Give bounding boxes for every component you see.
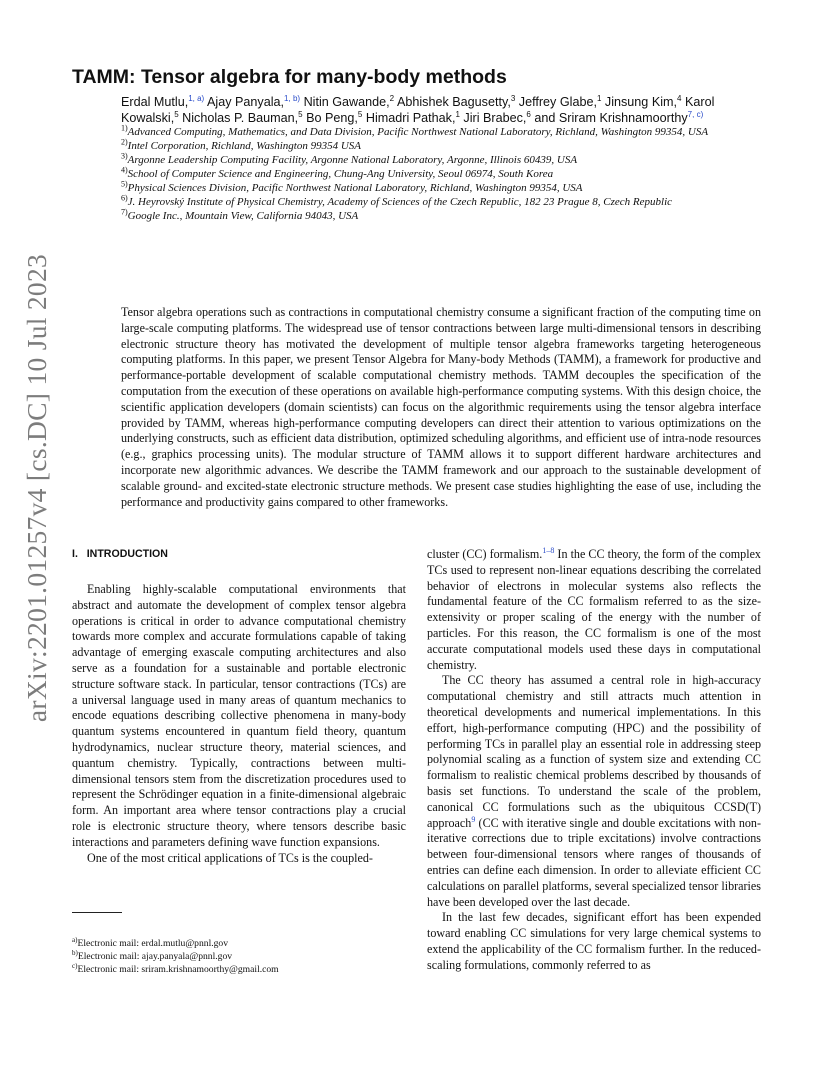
footnote-text: Electronic mail: erdal.mutlu@pnnl.gov — [77, 938, 229, 949]
author-name: Nitin Gawande, — [303, 95, 390, 109]
author-affiliation-mark: 6 — [526, 109, 531, 119]
author-affiliation-mark: 2 — [389, 93, 395, 103]
author-name: Karol Kowalski, — [121, 95, 715, 125]
author-name: Erdal Mutlu, — [121, 95, 189, 109]
affiliation-number: 2) — [121, 137, 128, 147]
section-title: INTRODUCTION — [86, 548, 168, 560]
author-name: Himadri Pathak, — [365, 111, 456, 125]
affiliation-number: 5) — [121, 179, 128, 189]
affiliation — [121, 195, 771, 209]
author — [519, 95, 602, 109]
author-name: Ajay Panyala, — [207, 95, 285, 109]
intro-paragraph-4 — [427, 673, 761, 910]
paragraph-text: cluster (CC) formalism. — [427, 547, 543, 561]
affiliation-number: 4) — [121, 165, 128, 175]
affiliation-text: School of Computer Science and Engineering, Chung-Ang University, Seoul 06974, South Korea — [127, 168, 554, 180]
footnote-mark: b) — [72, 948, 78, 957]
affiliation-number: 1) — [121, 123, 128, 133]
affiliation-text: Physical Sciences Division, Pacific Northwest National Laboratory, Richland, Washington 99354, USA — [127, 182, 583, 194]
author-affiliation-mark: 1 — [455, 109, 460, 119]
author-name: Jinsung Kim, — [604, 95, 678, 109]
citation-link[interactable]: 9 — [471, 814, 476, 824]
author — [207, 95, 300, 109]
author-affiliation-mark: 3 — [510, 93, 516, 103]
paper-title: TAMM: Tensor algebra for many-body methods — [72, 66, 507, 88]
author — [397, 95, 515, 109]
affiliation — [121, 153, 771, 167]
affiliation-text: Advanced Computing, Mathematics, and Data Division, Pacific Northwest National Laboratory, Richland, Washington 99354, USA — [127, 126, 709, 138]
author — [559, 111, 703, 125]
footnote — [72, 950, 412, 963]
author-affiliation-mark: 1 — [596, 93, 602, 103]
author-affiliation-mark[interactable]: 7, c) — [687, 109, 704, 119]
affiliation-text: Intel Corporation, Richland, Washington 99354 USA — [127, 140, 362, 152]
author — [366, 111, 460, 125]
author-affiliation-mark: 5 — [298, 109, 303, 119]
intro-paragraph-5: In the last few decades, significant effort has been expended toward enabling CC simulations for very large chemical systems to extend the applicability of the CC formalism further. In the reduced-scaling formulations, commonly referred to as — [427, 910, 761, 972]
footnote-mark: a) — [72, 935, 78, 944]
author — [182, 111, 302, 125]
footnote — [72, 963, 412, 976]
author-name: Bo Peng, — [306, 111, 358, 125]
paragraph-text: (CC with iterative single and double excitations with non-iterative corrections due to triple excitations) involve contractions between four-dimensional tensors where ranges of thousands of entries can define each dimension. In order to alleviate efficient CC calculations on parallel platforms, several specialized tensor libraries have been developed over the last decade. — [427, 815, 761, 909]
affiliation-text: Google Inc., Mountain View, California 94043, USA — [127, 210, 359, 222]
paragraph-text: In the CC theory, the form of the complex TCs used to represent non-linear equations describing the correlated behavior of electrons in molecular systems also reflects the fundamental feature of the CC formalism referred to as the size-extensivity or proper scaling of the energy with the number of particles. For this reason, the CC formalism is one of the most accurate computational models used these days in computational chemistry. — [427, 547, 761, 672]
author-affiliation-mark[interactable]: 1, a) — [188, 93, 205, 103]
author-name: Sriram Krishnamoorthy — [558, 111, 688, 125]
footnote-text: Electronic mail: ajay.panyala@pnnl.gov — [77, 951, 233, 962]
author-affiliation-mark[interactable]: 1, b) — [284, 93, 301, 103]
affiliation — [121, 181, 771, 195]
affiliation — [121, 125, 771, 139]
footnote — [72, 937, 412, 950]
arxiv-stamp-text: arXiv:2201.01257v4 [cs.DC] 10 Jul 2023 — [21, 253, 52, 723]
intro-paragraph-2: One of the most critical applications of TCs is the coupled- — [87, 850, 373, 865]
author — [463, 111, 530, 125]
intro-paragraph-1: Enabling highly-scalable computational environments that abstract and automate the development of complex tensor algebra operations is critical in order to advance computational chemistry towards more complex and accurate formulations capable of taking advantage of emerging exascale computing architectures and also serve as a foundation for a sustainable and portable electronic structure software stack. In particular, tensor contractions (TCs) are a universal language used in many areas of quantum mechanics to encode equations describing collective phenomena in many-body quantum systems encountered in quantum field theory, quantum hydrodynamics, nuclear structure theory, material sciences, and quantum chemistry. Typically, contractions between multi-dimensional tensors stem from the discretization procedures used to represent the Schrödinger equation in a finite-dimensional algebraic form. An important area where tensor contractions play a crucial role is electronic structure theory, where tensors describe basic interactions and parameters defining wave function expansions. — [72, 582, 406, 849]
author-name: Jeffrey Glabe, — [518, 95, 597, 109]
affiliation-number: 6) — [121, 193, 128, 203]
affiliation-number: 3) — [121, 151, 128, 161]
affiliation-number: 7) — [121, 207, 128, 217]
footnote-list — [72, 937, 412, 976]
author — [605, 95, 682, 109]
section-heading — [72, 548, 168, 560]
author — [306, 111, 362, 125]
affiliation — [121, 209, 771, 223]
intro-paragraph-3 — [427, 547, 761, 673]
paragraph-text: The CC theory has assumed a central role in high-accuracy computational chemistry and still attracts much attention in theoretical developments and numerical implementations. In this effort, high-performance computing (HPC) and the possibility of performing TCs in parallel play an essential role in addressing steep polynomial scaling as a function of system size and extending CC formalism to realistic chemical problems described by thousands of basis set functions. To understand the scale of the problem, canonical CC formulations such as the ubiquitous CCSD(T) approach — [427, 673, 761, 830]
arxiv-stamp — [20, 253, 54, 723]
footnote-text: Electronic mail: sriram.krishnamoorthy@gmail.com — [77, 964, 279, 975]
affiliation — [121, 167, 771, 181]
author-name: Nicholas P. Bauman, — [182, 111, 299, 125]
author-name: Abhishek Bagusetty, — [396, 95, 511, 109]
citation-link[interactable]: 1–8 — [542, 545, 555, 555]
footnote-mark: c) — [72, 961, 78, 970]
left-column — [72, 582, 406, 866]
author-affiliation-mark: 5 — [357, 109, 363, 119]
affiliation-list — [121, 125, 771, 223]
affiliation-text: J. Heyrovský Institute of Physical Chemistry, Academy of Sciences of the Czech Republic, 182 23 Prague 8, Czech Republic — [127, 196, 673, 208]
section-number: I. — [72, 548, 78, 560]
abstract: Tensor algebra operations such as contractions in computational chemistry consume a significant fraction of the computing time on large-scale computing platforms. The widespread use of tensor contractions between large multi-dimensional tensors in describing electronic structure theory has motivated the development of multiple tensor algebra frameworks targeting heterogeneous computing platforms. In this paper, we present Tensor Algebra for Many-body Methods (TAMM), a framework for productive and performance-portable development of scalable computational chemistry methods. TAMM decouples the specification of the computation from the execution of these operations on available high-performance computing systems. With this design choice, the scientific application developers (domain scientists) can focus on the algorithmic requirements using the tensor algebra interface provided by TAMM, whereas high-performance computing developers can direct their attention to various optimizations on the underlying constructs, such as efficient data distribution, optimized scheduling algorithms, and efficient use of intra-node resources (e.g., graphics processing units). The modular structure of TAMM allows it to support different hardware architectures and incorporate new algorithmic advances. We describe the TAMM framework and our approach to the sustainable development of scalable ground- and excited-state electronic structure methods. We present case studies highlighting the ease of use, including the performance and productivity gains compared to other frameworks. — [121, 305, 761, 509]
author-affiliation-mark: 5 — [174, 109, 179, 119]
affiliation-text: Argonne Leadership Computing Facility, Argonne National Laboratory, Argonne, Illinois 60439, USA — [127, 154, 578, 166]
author-name: Jiri Brabec, — [463, 111, 527, 125]
author — [121, 95, 204, 109]
author — [304, 95, 395, 109]
author-list: Erdal Mutlu,$^{1, a)}$ Ajay Panyala,$^{1, b)}$ Nitin Gawande,$^2$ Abhishek Bagusetty,$^3$ Jeffrey Glabe,$^1$ Jinsung Kim,$^4$ Karol Kowalski,$^5$ Nicholas P. Bauman,$^5$ Bo Peng,$^5$ Himadri Pathak,$^1$ Jiri Brabec,$^6$ and Sriram Krishnamoorthy$^{7, c)}$ — [121, 93, 715, 125]
footnote-rule — [72, 912, 122, 913]
author-affiliation-mark: 4 — [677, 93, 682, 103]
right-column — [427, 547, 761, 974]
affiliation — [121, 139, 771, 153]
